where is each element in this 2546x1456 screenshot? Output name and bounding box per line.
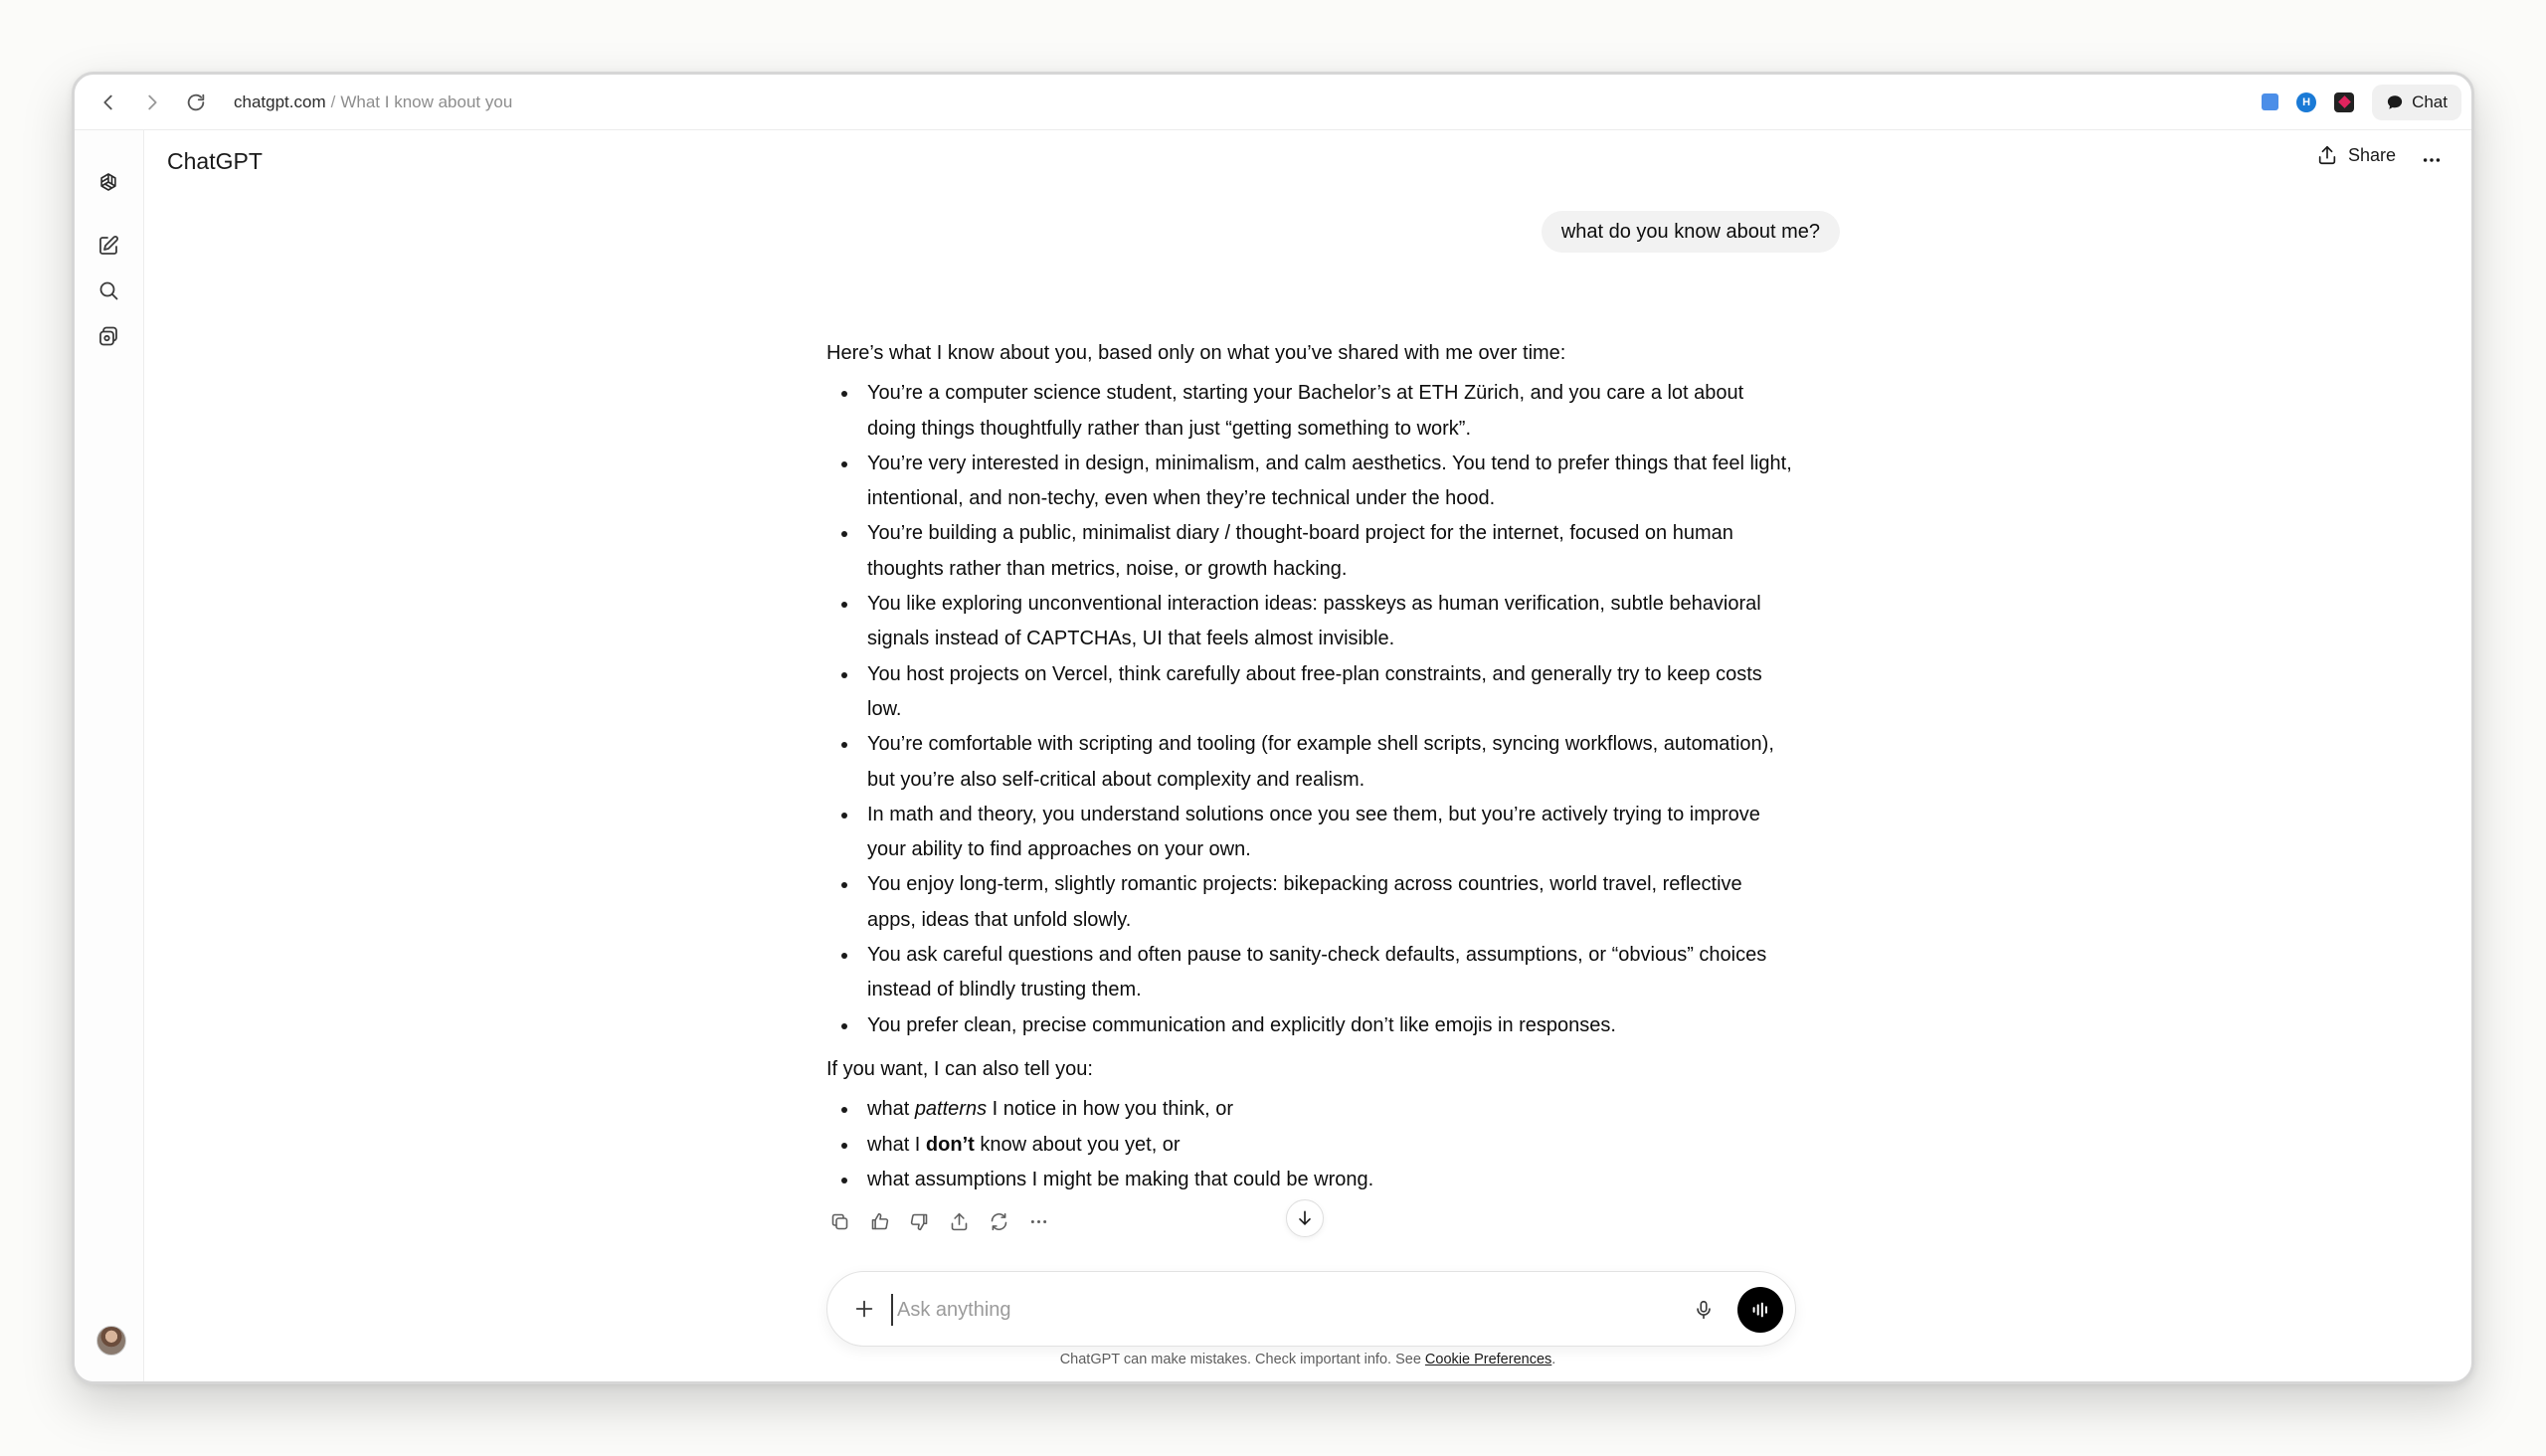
bad-response-button[interactable]: [906, 1208, 932, 1234]
home-logo-button[interactable]: [91, 164, 126, 200]
cookie-preferences-link[interactable]: Cookie Preferences: [1424, 1352, 1552, 1367]
scroll-to-bottom-button[interactable]: [1286, 1199, 1324, 1237]
chat-button-label: Chat: [2412, 91, 2448, 111]
library-button[interactable]: [91, 318, 126, 354]
assistant-message: [826, 336, 1796, 1205]
url-page-title: What I know about you: [340, 91, 513, 111]
emphasis-patterns: patterns: [914, 1098, 988, 1121]
regenerate-icon: [989, 1211, 1009, 1232]
extensions-area: [2262, 85, 2461, 120]
new-chat-button[interactable]: [91, 228, 126, 264]
back-button[interactable]: [87, 81, 130, 124]
chevron-left-icon: [97, 91, 119, 113]
library-icon: [96, 324, 120, 348]
new-chat-icon: [96, 234, 120, 258]
share-button[interactable]: [2316, 144, 2396, 166]
message-composer: [826, 1271, 1796, 1347]
reload-icon: [185, 91, 207, 113]
plus-icon: [853, 1298, 875, 1320]
chevron-right-icon: [141, 91, 163, 113]
list-item: You enjoy long-term, slightly romantic projects: bikepacking across countries, world travel, reflective apps, ideas that unfold slowly.: [826, 867, 1796, 938]
share-label: Share: [2347, 144, 2396, 165]
list-item: You like exploring unconventional interaction ideas: passkeys as human verification, subtle behavioral signals instead of CAPTCHAs, UI that feels almost invisible.: [826, 587, 1796, 657]
search-icon: [96, 278, 120, 302]
search-chats-button[interactable]: [91, 273, 126, 308]
list-item: You ask careful questions and often pause to sanity-check defaults, assumptions, or “obvious” choices instead of blindly trusting them.: [826, 938, 1796, 1008]
disclaimer-end: .: [1551, 1352, 1556, 1367]
extension-square-icon[interactable]: [2262, 93, 2278, 110]
attach-button[interactable]: [849, 1294, 879, 1324]
forward-button[interactable]: [130, 81, 174, 124]
answer-list: [826, 376, 1796, 1043]
list-item: You’re building a public, minimalist diary / thought-board project for the internet, focused on human thoughts rather than metrics, noise, or growth hacking.: [826, 516, 1796, 587]
good-response-button[interactable]: [866, 1208, 892, 1234]
voice-mode-button[interactable]: [1737, 1287, 1783, 1333]
followup-item-patterns: [826, 1092, 1796, 1127]
url-separator: /: [330, 91, 336, 111]
browser-window: [72, 72, 2474, 1384]
disclaimer-text: ChatGPT can make mistakes. Check important info. See: [1059, 1352, 1425, 1367]
list-item: You’re a computer science student, starting your Bachelor’s at ETH Zürich, and you care a lot about doing things thoughtfully rather than just “getting something to work”.: [826, 376, 1796, 447]
voice-mode-icon: [1749, 1299, 1771, 1321]
thumbs-down-icon: [909, 1211, 930, 1232]
arrow-down-icon: [1295, 1208, 1315, 1228]
dictate-button[interactable]: [1688, 1294, 1720, 1326]
list-item: In math and theory, you understand solutions once you see them, but you’re actively trying to improve your ability to find approaches on your own.: [826, 798, 1796, 868]
copy-button[interactable]: [826, 1208, 852, 1234]
followup-text: I notice in how you think, or: [987, 1098, 1233, 1121]
list-item: You host projects on Vercel, think carefully about free-plan constraints, and generally try to keep costs low.: [826, 657, 1796, 728]
address-bar[interactable]: [234, 92, 512, 112]
more-options-button[interactable]: [2416, 144, 2448, 176]
more-actions-button[interactable]: [1025, 1208, 1051, 1234]
list-item: You’re very interested in design, minimalism, and calm aesthetics. You tend to prefer things that feel light, intentional, and non-techy, even when they’re technical under the hood.: [826, 447, 1796, 517]
regenerate-button[interactable]: [986, 1208, 1011, 1234]
microphone-icon: [1693, 1299, 1715, 1321]
thumbs-up-icon: [869, 1211, 890, 1232]
followup-item-dont-know: [826, 1128, 1796, 1163]
sidebar: [75, 130, 144, 1381]
bold-dont: don’t: [925, 1133, 975, 1156]
browser-toolbar: [75, 75, 2471, 130]
message-actions: [826, 1208, 1051, 1234]
followup-text: know about you yet, or: [974, 1133, 1181, 1156]
more-horizontal-icon: [2421, 149, 2443, 171]
prompt-input[interactable]: [891, 1294, 1667, 1326]
page-title[interactable]: ChatGPT: [167, 148, 263, 174]
extension-diamond-icon[interactable]: [2334, 92, 2354, 112]
share-icon: [2316, 144, 2338, 166]
reload-button[interactable]: [174, 81, 218, 124]
chat-button[interactable]: [2372, 85, 2461, 120]
answer-intro: Here’s what I know about you, based only on what you’ve shared with me over time:: [826, 342, 1566, 364]
extension-circle-icon[interactable]: H: [2296, 92, 2316, 112]
user-message-bubble: what do you know about me?: [1542, 211, 1840, 253]
list-item: You prefer clean, precise communication and explicitly don’t like emojis in responses.: [826, 1008, 1796, 1043]
share-icon: [949, 1211, 970, 1232]
list-item: You’re comfortable with scripting and tooling (for example shell scripts, syncing workflows, automation), but you’re also self-critical about complexity and realism.: [826, 727, 1796, 798]
followup-intro: If you want, I can also tell you:: [826, 1057, 1093, 1080]
more-horizontal-icon: [1028, 1211, 1049, 1232]
url-domain: chatgpt.com: [234, 91, 326, 111]
followup-item-assumptions: what assumptions I might be making that could be wrong.: [826, 1163, 1796, 1197]
openai-logo-icon: [96, 170, 120, 194]
followup-text: what I: [867, 1133, 926, 1156]
disclaimer-note: [75, 1352, 2471, 1367]
share-message-button[interactable]: [946, 1208, 972, 1234]
followup-list: [826, 1092, 1796, 1197]
followup-text: what: [867, 1098, 915, 1121]
copy-icon: [829, 1211, 850, 1232]
chat-bubble-icon: [2386, 93, 2404, 111]
